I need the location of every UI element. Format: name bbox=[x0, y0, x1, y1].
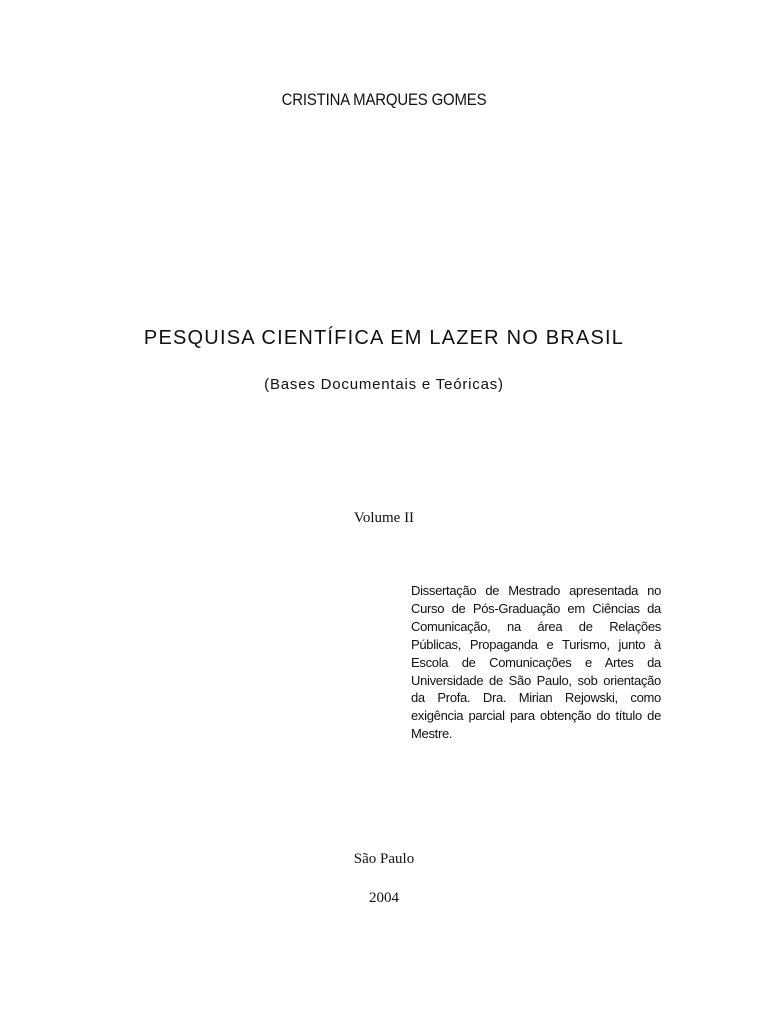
author-name: CRISTINA MARQUES GOMES bbox=[281, 90, 487, 109]
volume-label: Volume II bbox=[353, 510, 415, 526]
dissertation-statement: Dissertação de Mestrado apresentada no Curso de Pós-Graduação em Ciências da Comunicação, na área de Relações Públicas, Propaganda e Turismo, junto à Escola de Comunicações e Artes da Universidade de São Paulo, sob orientação da Profa. Dra. Mirian Rejowski, como exigência parcial para obtenção do título de Mestre. bbox=[411, 583, 661, 742]
year-label: 2004 bbox=[369, 890, 399, 906]
document-title: PESQUISA CIENTÍFICA EM LAZER NO BRASIL bbox=[143, 327, 625, 349]
document-subtitle: (Bases Documentais e Teóricas) bbox=[264, 376, 504, 393]
city-label: São Paulo bbox=[353, 851, 415, 867]
